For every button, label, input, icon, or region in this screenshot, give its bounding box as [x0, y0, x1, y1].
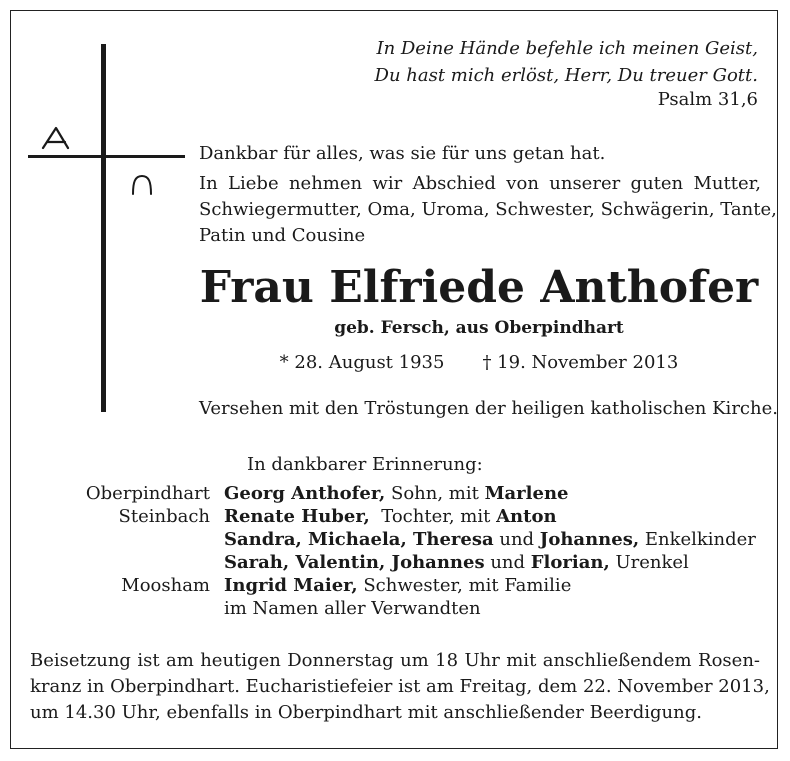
mourner-location: Oberpindhart — [85, 483, 210, 504]
mourner-row — [12, 550, 756, 573]
cross-horizontal-bar — [28, 155, 185, 158]
birth-name: geb. Fersch, aus Oberpindhart — [334, 318, 624, 338]
omega-icon — [128, 172, 156, 196]
funeral-line-1: Beisetzung ist am heutigen Donnerstag um 18 Uhr mit anschließendem Rosen- — [30, 650, 760, 671]
psalm-quote — [375, 35, 758, 89]
mourner-row — [12, 573, 756, 596]
sacrament-line: Versehen mit den Tröstungen der heiligen katholischen Kirche. — [199, 398, 778, 419]
obituary-frame — [10, 10, 778, 749]
intro-line-3: Patin und Cousine — [199, 225, 366, 246]
psalm-reference: Psalm 31,6 — [657, 89, 758, 110]
mourner-name: Sarah, Valentin, Johannes — [224, 552, 485, 573]
mourner-name: Sandra, Michaela, Theresa — [224, 529, 494, 550]
thanks-line: Dankbar für alles, was sie für uns getan hat. — [199, 143, 606, 164]
mourner-relation: Urenkel — [609, 552, 689, 573]
birth-date: * 28. August 1935 — [279, 352, 445, 373]
mourner-name: Renate Huber, — [224, 506, 370, 527]
deceased-name: Frau Elfriede Anthofer — [199, 262, 759, 313]
funeral-line-2: kranz in Oberpindhart. Eucharistiefeier ist am Freitag, dem 22. November 2013, — [30, 676, 770, 697]
mourners-list — [12, 481, 756, 619]
mourner-relation: Schwester, mit Familie — [357, 575, 572, 596]
mourner-relation: Sohn, mit — [385, 483, 485, 504]
psalm-line-1: In Deine Hände befehle ich meinen Geist, — [376, 38, 758, 59]
mourner-relation: und — [484, 552, 531, 573]
mourner-row — [12, 596, 756, 619]
life-dates — [198, 352, 760, 373]
mourner-location: Steinbach — [118, 506, 210, 527]
mourner-relation: und — [493, 529, 540, 550]
mourner-row — [12, 504, 756, 527]
mourner-relation: Enkelkinder — [639, 529, 756, 550]
funeral-line-3: um 14.30 Uhr, ebenfalls in Oberpindhart mit anschließender Beerdigung. — [30, 702, 702, 723]
cross-vertical-bar — [101, 44, 106, 412]
mourner-name: Johannes, — [539, 529, 640, 550]
mourner-name: Anton — [496, 506, 557, 527]
mourner-relation: Tochter, mit — [369, 506, 497, 527]
mourner-names — [224, 596, 481, 622]
intro-line-2: Schwiegermutter, Oma, Uroma, Schwester, Schwägerin, Tante, — [199, 199, 777, 220]
alpha-icon — [40, 124, 72, 152]
mourner-row — [12, 527, 756, 550]
intro-text — [199, 141, 777, 249]
mourners-heading: In dankbarer Erinnerung: — [247, 454, 483, 475]
mourner-relation: im Namen aller Verwandten — [224, 598, 481, 619]
death-date: † 19. November 2013 — [482, 352, 679, 373]
mourner-row — [12, 481, 756, 504]
mourner-name: Georg Anthofer, — [224, 483, 386, 504]
mourner-name: Florian, — [530, 552, 610, 573]
mourner-name: Marlene — [484, 483, 569, 504]
intro-line-1: In Liebe nehmen wir Abschied von unserer guten Mutter, — [199, 173, 761, 194]
funeral-notice — [30, 648, 770, 726]
mourner-location: Moosham — [121, 575, 210, 596]
mourner-name: Ingrid Maier, — [224, 575, 358, 596]
psalm-line-2: Du hast mich erlöst, Herr, Du treuer Gott. — [374, 65, 758, 86]
